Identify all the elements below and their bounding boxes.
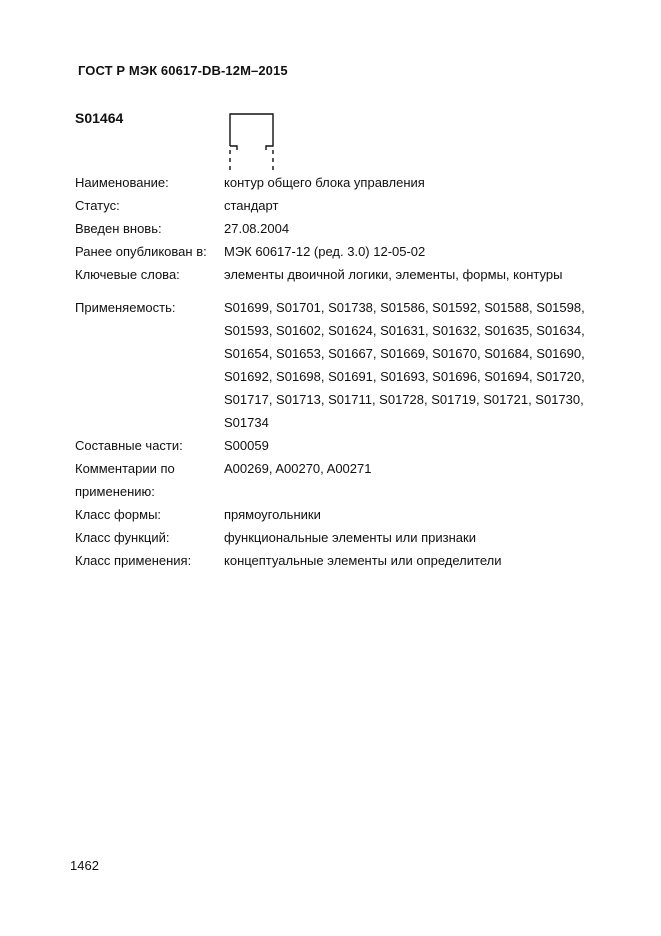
control-block-outline-symbol xyxy=(226,110,278,172)
field-value: A00269, A00270, A00271 xyxy=(224,461,372,476)
field-label: Наименование: xyxy=(75,175,169,190)
field-label: Применяемость: xyxy=(75,300,176,315)
symbol-code: S01464 xyxy=(75,110,124,126)
field-label: Ключевые слова: xyxy=(75,267,180,282)
field-label: Класс функций: xyxy=(75,530,170,545)
field-value: стандарт xyxy=(224,198,279,213)
field-label: Комментарии по xyxy=(75,461,175,476)
document-header: ГОСТ Р МЭК 60617-DB-12M–2015 xyxy=(78,63,288,78)
page-number: 1462 xyxy=(70,858,99,873)
field-value: концептуальные элементы или определители xyxy=(224,553,502,568)
field-value: функциональные элементы или признаки xyxy=(224,530,476,545)
field-label: Ранее опубликован в: xyxy=(75,244,207,259)
field-value: элементы двоичной логики, элементы, формы, контуры xyxy=(224,267,563,282)
field-value: контур общего блока управления xyxy=(224,175,425,190)
field-label: Класс формы: xyxy=(75,507,162,522)
field-label: Введен вновь: xyxy=(75,221,162,236)
field-label: Класс применения: xyxy=(75,553,192,568)
field-value: прямоугольники xyxy=(224,507,321,522)
field-label: применению: xyxy=(75,484,155,499)
field-value: S00059 xyxy=(224,438,269,453)
field-value: 27.08.2004 xyxy=(224,221,290,236)
field-value: МЭК 60617-12 (ред. 3.0) 12-05-02 xyxy=(224,244,426,259)
field-label: Составные части: xyxy=(75,438,183,453)
field-label: Статус: xyxy=(75,198,120,213)
